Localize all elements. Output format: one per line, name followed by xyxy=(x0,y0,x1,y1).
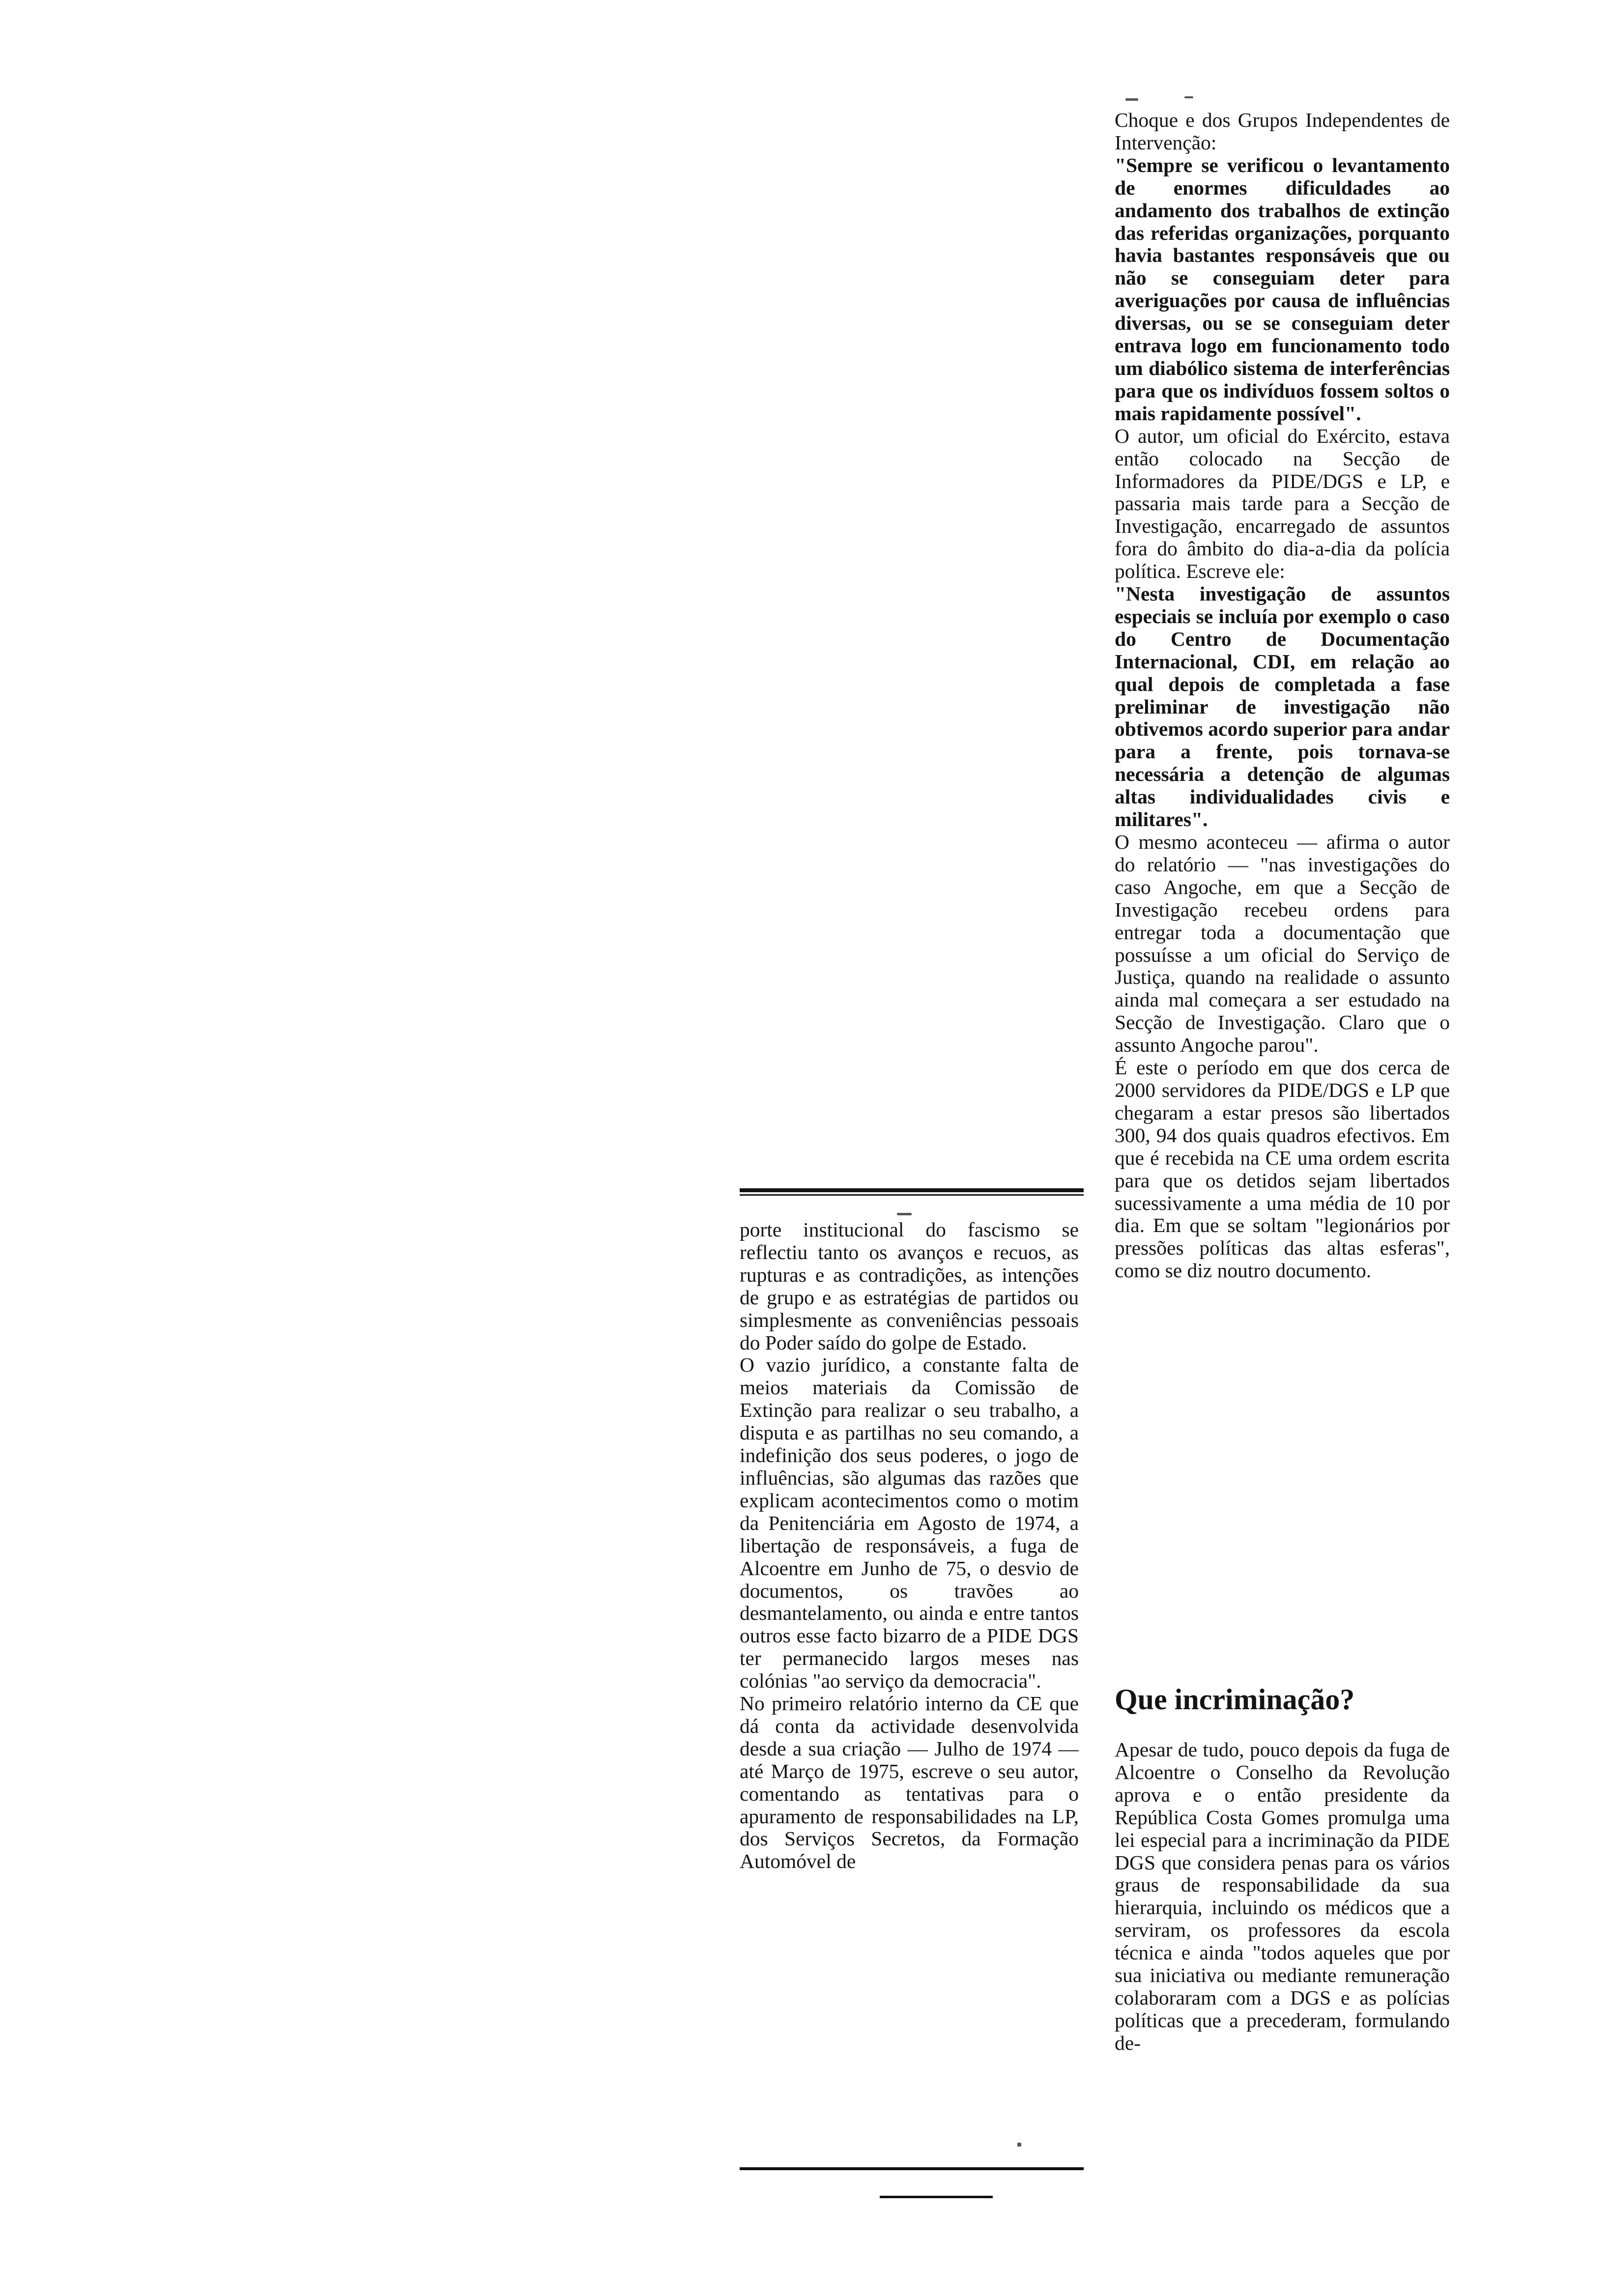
paragraph: No primeiro relatório interno da CE que dá conta da actividade desenvolvida desde a sua criação — Julho de 1974 — até Março de 1975, escreve o seu autor, comentando as tentativas para o apuramento de responsabilidades na LP, dos Serviços Secretos, da Formação Automóvel de xyxy=(740,1692,1079,1873)
paragraph: O autor, um oficial do Exército, estava então colocado na Secção de Informadores da PIDE/DGS e LP, e passaria mais tarde para a Secção de Investigação, encarregado de assuntos fora do âmbito do dia-a-dia da polícia política. Escreve ele: xyxy=(1115,424,1450,583)
top-rule xyxy=(740,1188,1084,1192)
paragraph: O mesmo aconteceu — afirma o autor do relatório — "nas investigações do caso Angoche, em que a Secção de Investigação recebeu ordens para entregar toda a documentação que possuísse a um oficial do Serviço de Justiça, quando na realidade o assunto ainda mal começara a ser estudado na Secção de Investigação. Claro que o assunto Angoche parou". xyxy=(1115,831,1450,1057)
paragraph: porte institucional do fascismo se reflectiu tanto os avanços e recuos, as rupturas e as contradições, as intenções de grupo e as estratégias de partidos ou simplesmente as conveniências pessoais do Poder saído do golpe de Estado. xyxy=(740,1218,1079,1354)
paragraph: O vazio jurídico, a constante falta de meios materiais da Comissão de Extinção para realizar o seu trabalho, a disputa e as partilhas no seu comando, a indefinição dos seus poderes, o jogo de influências, são algumas das razões que explicam acontecimentos como o motim da Penitenciária em Agosto de 1974, a libertação de responsáveis, a fuga de Alcoentre em Junho de 75, o desvio de documentos, os travões ao desmantelamento, ou ainda e entre tantos outros esse facto bizarro de a PIDE DGS ter permanecido largos meses nas colónias "ao serviço da democracia". xyxy=(740,1353,1079,1693)
scan-speck xyxy=(1017,2143,1021,2147)
top-rule-thin xyxy=(740,1194,1084,1196)
quote-paragraph: "Nesta investigação de assuntos especiais se incluía por exemplo o caso do Centro de Documentação Internacional, CDI, em relação ao qual depois de completada a fase preliminar de investigação não obtivemos acordo superior para andar para a frente, pois tornava-se necessária a detenção de algumas altas individualidades civis e militares". xyxy=(1115,582,1450,831)
paragraph: Apesar de tudo, pouco depois da fuga de Alcoentre o Conselho da Revolução aprova e o então presidente da República Costa Gomes promulga uma lei especial para a incriminação da PIDE DGS que considera penas para os vários graus de responsabilidade da sua hierarquia, incluindo os médicos que a serviram, os professores da escola técnica e ainda "todos aqueles que por sua iniciativa ou mediante remuneração colaboraram com a DGS e as polícias políticas que a precederam, formulando de- xyxy=(1115,1738,1450,2054)
footer-mark xyxy=(880,2196,993,2198)
bottom-rule xyxy=(740,2167,1084,2170)
right-column-continued xyxy=(1115,1739,1450,2055)
paragraph: É este o período em que dos cerca de 2000 servidores da PIDE/DGS e LP que chegaram a estar presos são libertados 300, 94 dos quais quadros efectivos. Em que é recebida na CE uma ordem escrita para que os detidos sejam libertados sucessivamente a uma média de 10 por dia. Em que se soltam "legionários por pressões políticas das altas esferas", como se diz noutro documento. xyxy=(1115,1056,1450,1282)
left-column xyxy=(740,1219,1079,1873)
quote-paragraph: "Sempre se verificou o levantamento de enormes dificuldades ao andamento dos trabalhos de extinção das referidas organizações, porquanto havia bastantes responsáveis que ou não se conseguiam deter para averiguações por causa de influências diversas, ou se se conseguiam deter entrava logo em funcionamento todo um diabólico sistema de interferências para que os indivíduos fossem soltos o mais rapidamente possível". xyxy=(1115,153,1450,425)
scan-speck xyxy=(1184,96,1193,98)
section-heading: Que incriminação? xyxy=(1115,1683,1355,1716)
scan-speck xyxy=(1125,98,1138,101)
scan-speck xyxy=(897,1213,912,1215)
right-column xyxy=(1115,109,1450,1282)
paragraph: Choque e dos Grupos Independentes de Intervenção: xyxy=(1115,109,1450,154)
